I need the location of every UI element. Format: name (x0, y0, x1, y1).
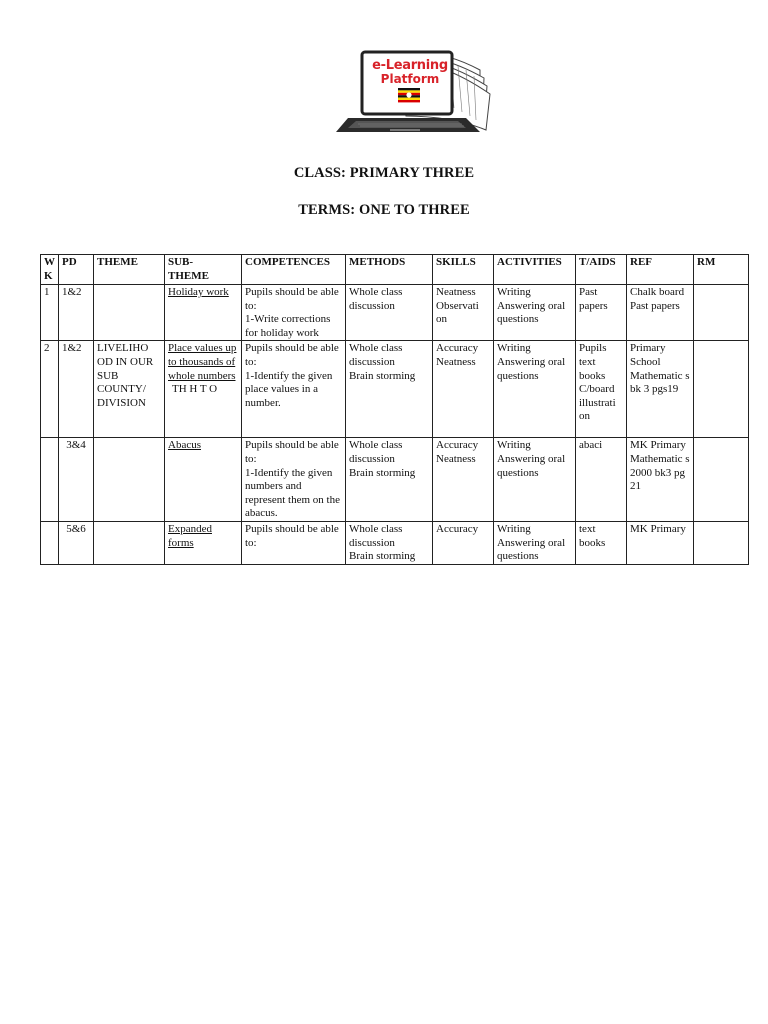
cell-subtheme (165, 341, 242, 438)
col-header-ref: REF (627, 255, 694, 285)
col-header-activities: ACTIVITIES (494, 255, 576, 285)
cell-wk (41, 521, 59, 564)
col-header-theme: THEME (94, 255, 165, 285)
cell-rm (694, 438, 749, 522)
col-header-competences: COMPETENCES (242, 255, 346, 285)
col-header-wk: W K (41, 255, 59, 285)
table-row (41, 438, 749, 522)
cell-wk (41, 438, 59, 522)
subtheme-text: Holiday work (168, 286, 229, 298)
subtheme-text: Place values up to thousands of whole numbers (168, 342, 237, 382)
cell-pd: 1&2 (59, 285, 94, 341)
cell-pd: 3&4 (59, 438, 94, 522)
cell-ref: Primary School Mathematic s bk 3 pgs19 (627, 341, 694, 438)
cell-rm (694, 285, 749, 341)
cell-theme: LIVELIHO OD IN OUR SUB COUNTY/ DIVISION (94, 341, 165, 438)
col-header-pd: PD (59, 255, 94, 285)
col-header-methods: METHODS (346, 255, 433, 285)
cell-ref: MK Primary (627, 521, 694, 564)
cell-competences: Pupils should be able to: 1-Write corrections for holiday work (242, 285, 346, 341)
cell-activities: Writing Answering oral questions (494, 521, 576, 564)
cell-methods: Whole class discussion Brain storming (346, 341, 433, 438)
cell-pd: 1&2 (59, 341, 94, 438)
cell-subtheme (165, 285, 242, 341)
cell-wk: 1 (41, 285, 59, 341)
cell-methods: Whole class discussion Brain storming (346, 438, 433, 522)
cell-taids: Past papers (576, 285, 627, 341)
cell-skills: Accuracy (433, 521, 494, 564)
cell-theme (94, 438, 165, 522)
uganda-flag-icon (398, 88, 420, 102)
cell-taids: abaci (576, 438, 627, 522)
cell-ref: MK Primary Mathematic s 2000 bk3 pg 21 (627, 438, 694, 522)
subtheme-text: Abacus (168, 439, 201, 452)
cell-theme (94, 521, 165, 564)
cell-skills: Neatness Observati on (433, 285, 494, 341)
cell-skills: Accuracy Neatness (433, 438, 494, 522)
col-header-taids: T/AIDS (576, 255, 627, 285)
cell-theme (94, 285, 165, 341)
cell-activities: Writing Answering oral questions (494, 341, 576, 438)
logo-text-line1: e-Learning (372, 58, 448, 73)
cell-skills: Accuracy Neatness (433, 341, 494, 438)
cell-taids: Pupils text books C/board illustrati on (576, 341, 627, 438)
logo-text-line2: Platform (380, 72, 440, 86)
cell-rm (694, 341, 749, 438)
col-header-skills: SKILLS (433, 255, 494, 285)
col-header-rm: RM (694, 255, 749, 285)
cell-activities: Writing Answering oral questions (494, 438, 576, 522)
table-row (41, 285, 749, 341)
cell-subtheme (165, 438, 242, 522)
cell-competences: Pupils should be able to: 1-Identify the given numbers and represent them on the abacus. (242, 438, 346, 522)
cell-wk: 2 (41, 341, 59, 438)
scheme-of-work-table (40, 254, 749, 565)
cell-activities: Writing Answering oral questions (494, 285, 576, 341)
cell-ref: Chalk board Past papers (627, 285, 694, 341)
cell-pd: 5&6 (59, 521, 94, 564)
col-header-subtheme: SUB- THEME (165, 255, 242, 285)
cell-methods: Whole class discussion Brain storming (346, 521, 433, 564)
terms-heading: TERMS: ONE TO THREE (298, 202, 470, 218)
cell-taids: text books (576, 521, 627, 564)
class-heading: CLASS: PRIMARY THREE (293, 165, 475, 181)
cell-methods: Whole class discussion (346, 285, 433, 341)
cell-competences: Pupils should be able to: 1-Identify the given place values in a number. (242, 341, 346, 438)
e-learning-platform-logo (330, 48, 492, 140)
subtheme-text: Expanded forms (168, 522, 212, 549)
cell-rm (694, 521, 749, 564)
place-value-headings: TH H T O (172, 383, 218, 396)
table-header-row (41, 255, 749, 285)
table-row (41, 521, 749, 564)
cell-subtheme (165, 521, 242, 564)
table-row (41, 341, 749, 438)
cell-competences: Pupils should be able to: (242, 521, 346, 564)
